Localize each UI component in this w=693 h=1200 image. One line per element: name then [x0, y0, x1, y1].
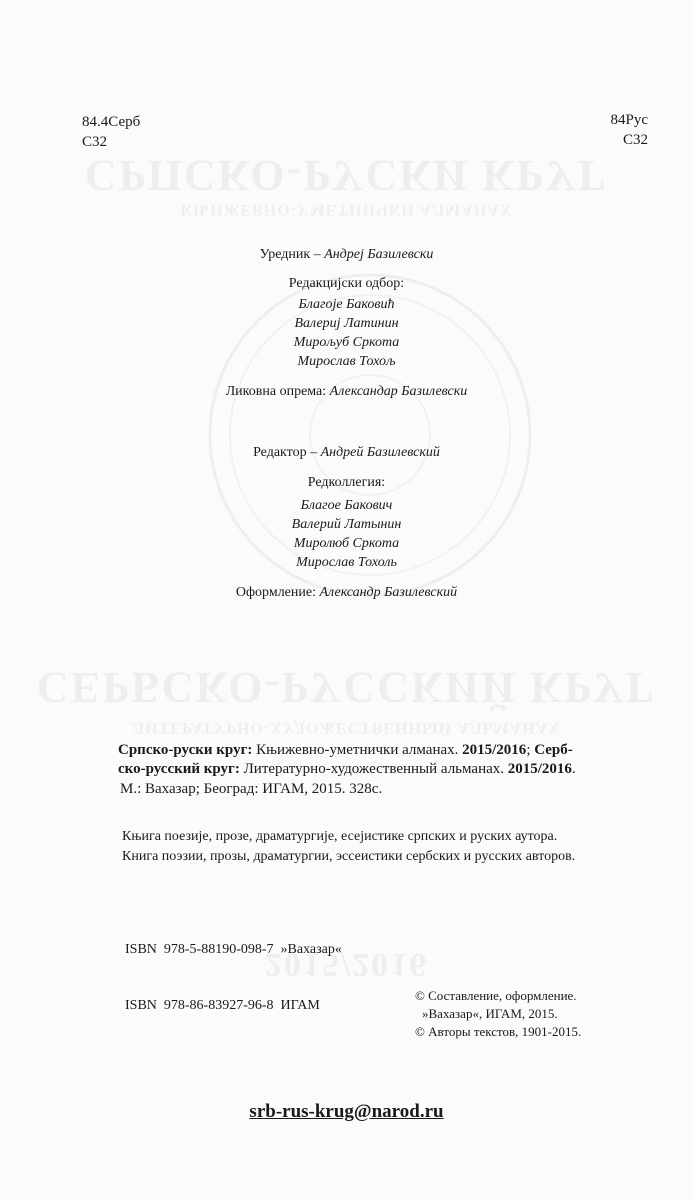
isbn-line2: ISBN 978-86-83927-96-8 ИГАМ	[125, 998, 320, 1013]
russian-design-label: Оформление:	[235, 585, 320, 600]
serbian-board-member: Валериј Латинин	[294, 316, 399, 331]
biblio-title-sr: Српско-руски круг:	[118, 742, 253, 758]
russian-board-member: Миролюб Сркота	[293, 536, 400, 551]
ghost-subtitle-top: КЊИЖЕВНО-УМЕТНИЧКИ АЛМАНАХ	[180, 201, 513, 218]
serbian-editor-label: Уредник –	[259, 247, 325, 262]
copyright-block	[415, 987, 581, 1041]
isbn-block	[125, 905, 342, 1051]
udc-code-left-line1: 84.4Серб	[82, 114, 141, 130]
copyright-line1: © Составление, оформление.	[415, 988, 577, 1003]
copyright-line2: »Вахазар«, ИГАМ, 2015.	[422, 1006, 558, 1021]
biblio-year-sr: 2015/2016	[462, 742, 527, 758]
russian-editor-line	[0, 443, 693, 462]
ghost-year: 2015/2016	[264, 946, 429, 983]
serbian-credits	[0, 245, 693, 401]
udc-code-left	[82, 112, 140, 152]
annotation	[122, 828, 575, 866]
annotation-sr: Књига поезије, прозе, драматургије, есејистике српских и руских аутора.	[122, 829, 558, 844]
udc-code-right	[611, 110, 649, 150]
biblio-line1	[118, 741, 638, 760]
copyright-line3: © Авторы текстов, 1901-2015.	[415, 1024, 582, 1039]
russian-board-member: Валерий Латынин	[291, 517, 402, 532]
isbn-line1: ISBN 978-5-88190-098-7 »Вахазар«	[125, 942, 342, 957]
udc-code-right-line1: 84Рус	[610, 112, 648, 128]
russian-editor-label: Редактор –	[253, 445, 321, 460]
udc-code-left-line2: С32	[82, 134, 108, 150]
serbian-design-name: Александар Базилевски	[329, 384, 468, 399]
serbian-board-member: Благоје Баковић	[298, 297, 395, 312]
biblio-year-ru: 2015/2016	[507, 761, 572, 777]
russian-credits	[0, 443, 693, 602]
russian-design-line	[0, 583, 693, 602]
russian-board-label: Редколлегия:	[307, 475, 386, 490]
ghost-title-top: СРПСКО-РУСКИ КРУГ	[84, 151, 609, 200]
biblio-title-ru-part1: Серб-	[534, 742, 573, 758]
biblio-title-ru-part2: ско-русский круг:	[118, 761, 240, 777]
serbian-board-member: Мирослав Тохољ	[297, 354, 396, 369]
russian-editor-name: Андрей Базилевский	[320, 445, 440, 460]
serbian-design-line	[0, 382, 693, 401]
udc-code-right-line2: С32	[622, 132, 648, 148]
biblio-line2	[118, 760, 638, 779]
bibliographic-description	[118, 741, 638, 779]
russian-design-name: Александр Базилевский	[319, 585, 458, 600]
ghost-title-bottom: СЕРБСКО-РУССКИЙ КРУГ	[36, 663, 657, 712]
russian-board-member: Мирослав Тохоль	[296, 555, 397, 570]
annotation-ru: Книга поэзии, прозы, драматургии, эссеистики сербских и русских авторов.	[122, 849, 576, 864]
serbian-design-label: Ликовна опрема:	[225, 384, 330, 399]
serbian-editor-line	[0, 245, 693, 264]
contact-email: srb-rus-krug@narod.ru	[249, 1101, 444, 1122]
serbian-board-member: Мирољуб Сркота	[293, 335, 400, 350]
biblio-end: .	[571, 761, 576, 777]
ghost-subtitle-bottom: ЛИТЕРАТУРНО-ХУДОЖЕСТВЕННЫЙ АЛЬМАНАХ	[132, 719, 561, 736]
serbian-editor-name: Андреј Базилевски	[324, 247, 434, 262]
russian-board-member: Благое Бакович	[300, 498, 393, 513]
biblio-separator: ;	[526, 742, 535, 758]
biblio-imprint: М.: Вахазар; Београд: ИГАМ, 2015. 328с.	[120, 781, 383, 797]
biblio-desc-sr: Књижевно-уметнички алманах.	[252, 742, 463, 758]
serbian-board-label: Редакцијски одбор:	[288, 276, 405, 291]
biblio-desc-ru: Литературно-художественный альманах.	[239, 761, 508, 777]
